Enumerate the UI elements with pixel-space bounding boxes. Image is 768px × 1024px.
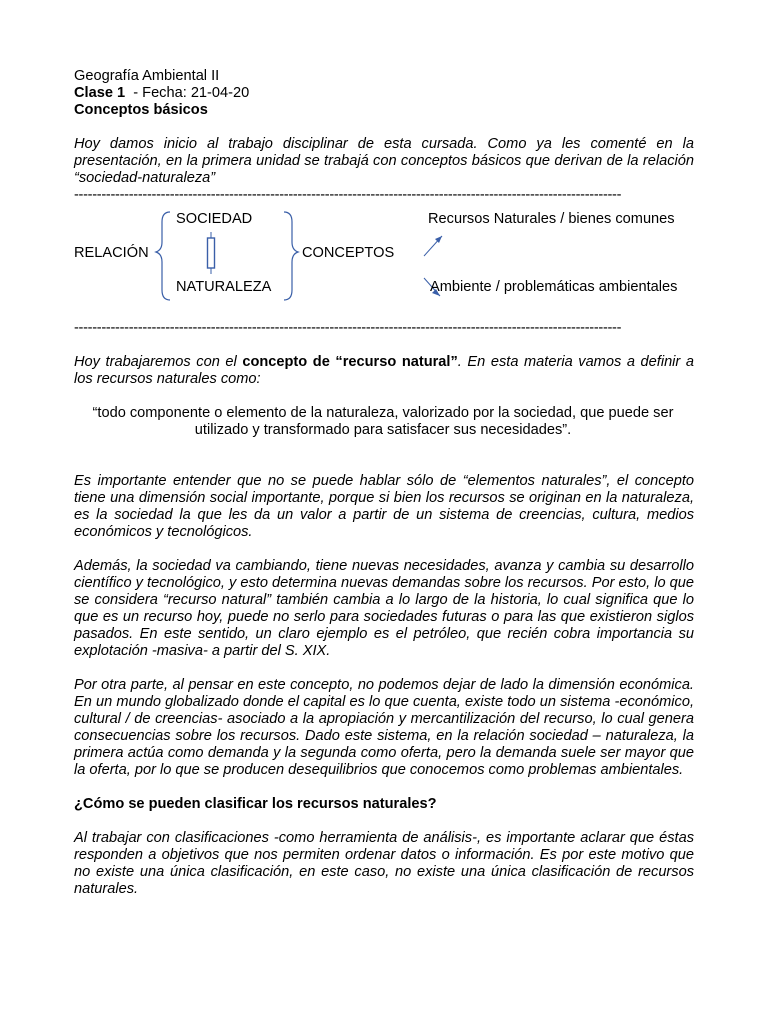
concept-paragraph — [74, 354, 694, 388]
double-arrow-body — [208, 238, 215, 268]
class-date: - Fecha: 21-04-20 — [133, 85, 250, 101]
intro-paragraph: Hoy damos inicio al trabajo disciplinar de esta cursada. Como ya les comenté en la presentación, en la primera unidad se trabajá con conceptos básicos que derivan de la relación “sociedad-naturaleza” — [74, 136, 694, 186]
class-label: Clase 1 — [74, 85, 126, 101]
relation-diagram — [74, 204, 694, 320]
topic-title: Conceptos básicos — [74, 102, 208, 118]
paragraph-historical-change: Además, la sociedad va cambiando, tiene nuevas necesidades, avanza y cambia su desarrollo científico y tecnológico, y esto determina nuevas demandas sobre los recursos. Por esto, lo que se considera “recurso natural” también cambia a lo largo de la historia, lo cual significa que lo que es un recurso hoy, puede no serlo para sociedades futuras o para las que existieron siglos pasados. En este sentido, un claro ejemplo es el petróleo, que recién cobra importancia su explotación -masiva- a partir del S. XIX. — [74, 558, 694, 659]
separator-top: ------------------------------------------------------------------------------------------------------------------------ — [74, 187, 622, 203]
diagram-sociedad: SOCIEDAD — [176, 211, 253, 227]
left-brace — [156, 212, 170, 300]
paragraph-classification: Al trabajar con clasificaciones -como herramienta de análisis-, es importante aclarar que éstas responden a objetivos que nos permiten ordenar datos o información. Es por este motivo que no existe una única clasificación, en este caso, no existe una única clasificación de recursos naturales. — [74, 830, 694, 897]
concept-pre: Hoy trabajaremos con el — [74, 354, 243, 370]
diagram-recursos: Recursos Naturales / bienes comunes — [428, 211, 675, 227]
separator-bottom: ------------------------------------------------------------------------------------------------------------------------ — [74, 320, 622, 336]
paragraph-social-dimension: Es importante entender que no se puede hablar sólo de “elementos naturales”, el concepto tiene una dimensión social importante, porque si bien los recursos se originan en la naturaleza, es la sociedad la que les da un valor a partir de un sistema de creencias, cultura, medios económicos y tecnológicos. — [74, 473, 694, 540]
definition-quote: “todo componente o elemento de la naturaleza, valorizado por la sociedad, que puede ser utilizado y transformado para satisfacer sus necesidades”. — [92, 405, 674, 438]
diagram-relacion: RELACIÓN — [74, 245, 149, 261]
concept-bold: concepto de “recurso natural” — [242, 354, 458, 370]
classification-question: ¿Cómo se pueden clasificar los recursos naturales? — [74, 796, 437, 812]
document-page — [74, 68, 694, 898]
concept-post: . En esta materia vamos a definir a los recursos naturales como: — [74, 354, 694, 387]
right-brace — [284, 212, 298, 300]
diagram-naturaleza: NATURALEZA — [176, 279, 272, 295]
diagram-conceptos: CONCEPTOS — [302, 245, 395, 261]
paragraph-economic-dimension: Por otra parte, al pensar en este concepto, no podemos dejar de lado la dimensión económica. En un mundo globalizado donde el capital es lo que cuenta, existe todo un sistema -económico, cultural / de creencias- asociado a la apropiación y mercantilización del recurso, lo cual genera consecuencias sobre los recursos. Dado este sistema, en la relación sociedad – naturaleza, la primera actúa como demanda y la segunda como oferta, pero la demanda suele ser mayor que la oferta, por lo que se producen desequilibrios que conocemos como problemas ambientales. — [74, 677, 694, 778]
class-line — [74, 85, 694, 102]
course-title: Geografía Ambiental II — [74, 68, 220, 84]
diagram-ambiente: Ambiente / problemáticas ambientales — [430, 279, 678, 295]
